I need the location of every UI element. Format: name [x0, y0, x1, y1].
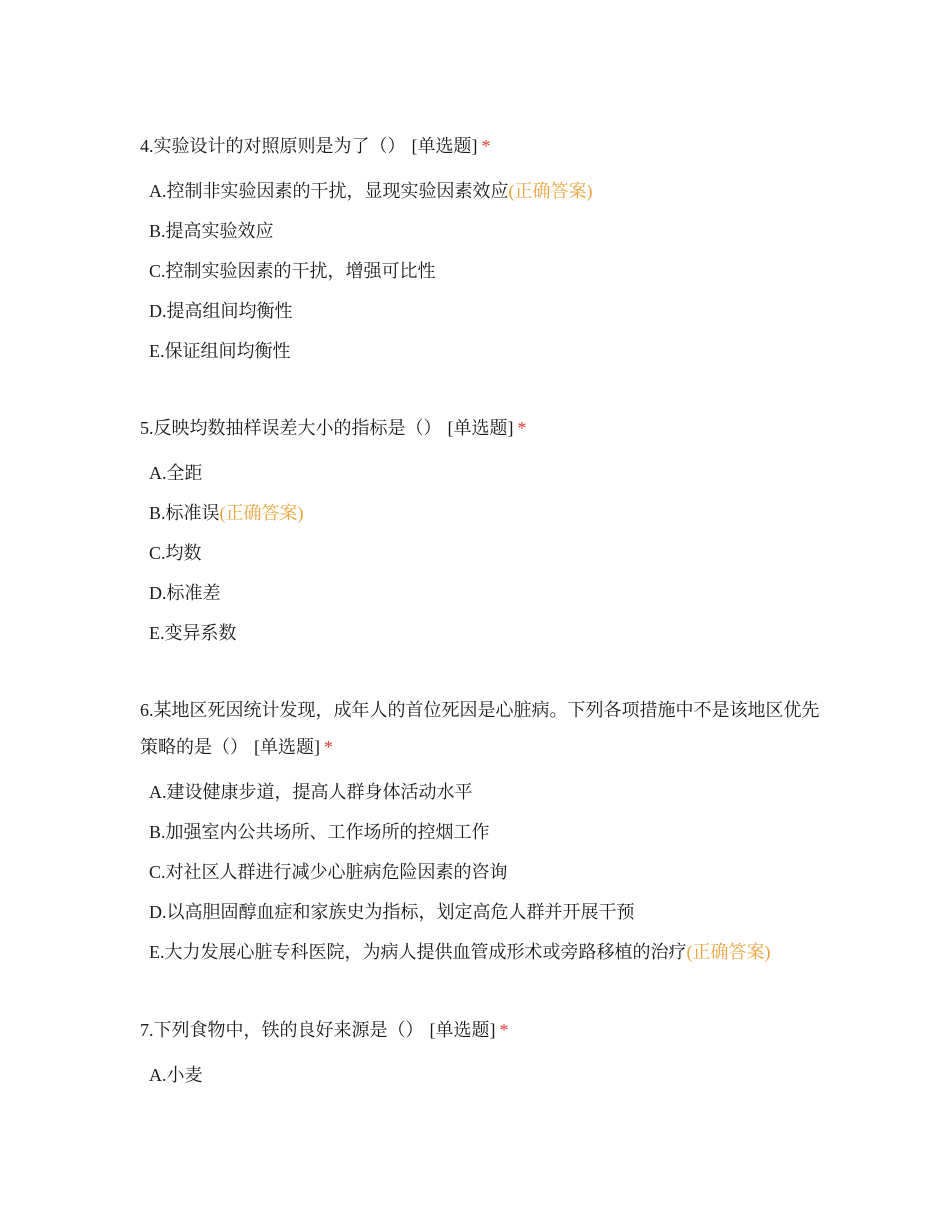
option-e[interactable] [140, 613, 820, 653]
correct-answer-label: (正确答案) [686, 942, 771, 962]
option-text: E.变异系数 [149, 623, 237, 643]
question-type-label: [单选题] [429, 1020, 496, 1040]
option-text: A.控制非实验因素的干扰，显现实验因素效应 [149, 181, 509, 201]
option-c[interactable] [140, 251, 820, 291]
option-a[interactable] [140, 453, 820, 493]
option-text: D.提高组间均衡性 [149, 301, 293, 321]
option-a[interactable] [140, 772, 820, 812]
option-list [140, 1055, 820, 1095]
question-title [140, 692, 820, 766]
question-text: 4.实验设计的对照原则是为了（） [140, 136, 406, 156]
option-b[interactable] [140, 493, 820, 533]
question-type-label: [单选题] [254, 737, 320, 757]
question-title [140, 1012, 820, 1049]
option-a[interactable] [140, 171, 820, 211]
option-list [140, 772, 820, 972]
required-mark: * [481, 136, 491, 156]
option-list [140, 453, 820, 653]
option-a[interactable] [140, 1055, 820, 1095]
question-type-label: [单选题] [411, 136, 478, 156]
option-b[interactable] [140, 812, 820, 852]
option-list [140, 171, 820, 371]
question-7 [140, 1012, 820, 1095]
required-mark: * [324, 737, 333, 757]
correct-answer-label: (正确答案) [508, 181, 593, 201]
option-text: A.建设健康步道，提高人群身体活动水平 [149, 782, 473, 802]
question-type-label: [单选题] [447, 418, 514, 438]
option-text: B.加强室内公共场所、工作场所的控烟工作 [149, 822, 490, 842]
option-d[interactable] [140, 892, 820, 932]
option-c[interactable] [140, 533, 820, 573]
option-text: C.均数 [149, 543, 202, 563]
option-text: D.标准差 [149, 583, 221, 603]
option-e[interactable] [140, 331, 820, 371]
required-mark: * [499, 1020, 509, 1040]
option-text: B.标准误 [149, 503, 220, 523]
required-mark: * [517, 418, 527, 438]
question-title [140, 410, 820, 447]
question-text: 7.下列食物中，铁的良好来源是（） [140, 1020, 424, 1040]
option-d[interactable] [140, 573, 820, 613]
option-b[interactable] [140, 211, 820, 251]
question-4 [140, 128, 820, 371]
option-text: B.提高实验效应 [149, 221, 274, 241]
question-text: 5.反映均数抽样误差大小的指标是（） [140, 418, 442, 438]
question-5 [140, 410, 820, 653]
option-text: A.小麦 [149, 1065, 203, 1085]
option-text: C.控制实验因素的干扰，增强可比性 [149, 261, 436, 281]
option-text: D.以高胆固醇血症和家族史为指标，划定高危人群并开展干预 [149, 902, 635, 922]
question-6 [140, 692, 820, 972]
option-text: A.全距 [149, 463, 203, 483]
option-d[interactable] [140, 291, 820, 331]
question-title [140, 128, 820, 165]
option-text: E.保证组间均衡性 [149, 341, 291, 361]
option-e[interactable] [140, 932, 820, 972]
option-text: C.对社区人群进行减少心脏病危险因素的咨询 [149, 862, 508, 882]
option-text: E.大力发展心脏专科医院，为病人提供血管成形术或旁路移植的治疗 [149, 942, 687, 962]
option-c[interactable] [140, 852, 820, 892]
correct-answer-label: (正确答案) [219, 503, 304, 523]
question-text: 6.某地区死因统计发现，成年人的首位死因是心脏病。下列各项措施中不是该地区优先策略的是（） [140, 700, 820, 757]
